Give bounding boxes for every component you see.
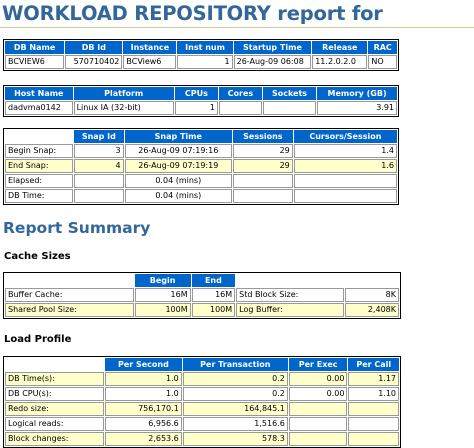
- table-row: [5, 144, 397, 158]
- table-row: [5, 101, 397, 115]
- begin-cell: 100M: [135, 303, 191, 317]
- cores-header: Cores: [219, 87, 262, 100]
- cache-sizes-heading: Cache Sizes: [4, 251, 71, 262]
- per-exec-header: Per Exec: [289, 358, 348, 371]
- blank-header: [236, 274, 344, 287]
- snap-id-cell: [74, 189, 124, 203]
- db-name-header: DB Name: [5, 41, 64, 54]
- load-profile-table: [3, 356, 401, 448]
- per-second-cell: 1.0: [105, 387, 182, 401]
- blank-header: [5, 274, 134, 287]
- table-row: [5, 387, 399, 401]
- per-exec-cell: [289, 417, 348, 431]
- snap-time-cell: 26-Aug-09 07:19:19: [125, 159, 232, 173]
- rac-header: RAC: [368, 41, 397, 54]
- row-label: Shared Pool Size:: [5, 303, 134, 317]
- table-row: [5, 159, 397, 173]
- row-label: Log Buffer:: [236, 303, 344, 317]
- db-id-header: DB Id: [65, 41, 122, 54]
- cpus-header: CPUs: [175, 87, 218, 100]
- host-name-header: Host Name: [5, 87, 73, 100]
- row-label: DB Time:: [5, 189, 73, 203]
- table-row: [5, 372, 399, 386]
- db-info-table: [3, 39, 399, 71]
- per-exec-cell: [289, 402, 348, 416]
- platform-header: Platform: [74, 87, 174, 100]
- cursors-cell: 1.6: [294, 159, 397, 173]
- memory-header: Memory (GB): [317, 87, 397, 100]
- per-transaction-cell: 578.3: [183, 432, 288, 446]
- sessions-cell: 29: [233, 144, 293, 158]
- per-second-cell: 2,653.6: [105, 432, 182, 446]
- host-info-table: [3, 85, 399, 117]
- per-second-cell: 756,170.1: [105, 402, 182, 416]
- rac-cell: NO: [368, 55, 397, 69]
- per-call-cell: 1.17: [348, 372, 399, 386]
- sessions-cell: [233, 174, 293, 188]
- snap-time-cell: 26-Aug-09 07:19:16: [125, 144, 232, 158]
- startup-time-cell: 26-Aug-09 06:08: [234, 55, 312, 69]
- startup-time-header: Startup Time: [234, 41, 312, 54]
- snap-id-cell: 4: [74, 159, 124, 173]
- value-cell: 8K: [345, 288, 399, 302]
- table-row: [5, 402, 399, 416]
- snap-id-cell: [74, 174, 124, 188]
- begin-header: Begin: [135, 274, 191, 287]
- table-row: [5, 288, 399, 302]
- per-transaction-cell: 1,516.6: [183, 417, 288, 431]
- per-exec-cell: 0.00: [289, 372, 348, 386]
- end-cell: 16M: [192, 288, 236, 302]
- cpus-cell: 1: [175, 101, 218, 115]
- instance-header: Instance: [123, 41, 176, 54]
- inst-num-header: Inst num: [177, 41, 232, 54]
- snap-time-header: Snap Time: [125, 130, 232, 143]
- row-label: Elapsed:: [5, 174, 73, 188]
- cursors-cell: [294, 189, 397, 203]
- per-call-cell: [348, 417, 399, 431]
- memory-cell: 3.91: [317, 101, 397, 115]
- cursors-cell: [294, 174, 397, 188]
- sessions-cell: 29: [233, 159, 293, 173]
- end-cell: 100M: [192, 303, 236, 317]
- inst-num-cell: 1: [177, 55, 232, 69]
- per-call-cell: 1.10: [348, 387, 399, 401]
- sessions-header: Sessions: [233, 130, 293, 143]
- row-label: DB CPU(s):: [5, 387, 104, 401]
- row-label: End Snap:: [5, 159, 73, 173]
- snap-time-cell: 0.04 (mins): [125, 174, 232, 188]
- snap-id-header: Snap Id: [74, 130, 124, 143]
- table-row: [5, 174, 397, 188]
- cursors-cell: 1.4: [294, 144, 397, 158]
- title-divider: [0, 27, 474, 28]
- snap-id-cell: 3: [74, 144, 124, 158]
- cache-sizes-table: [3, 272, 401, 319]
- per-transaction-cell: 0.2: [183, 372, 288, 386]
- host-name-cell: dadvma0142: [5, 101, 73, 115]
- per-second-cell: 1.0: [105, 372, 182, 386]
- platform-cell: Linux IA (32-bit): [74, 101, 174, 115]
- cores-cell: [219, 101, 262, 115]
- per-transaction-cell: 164,845.1: [183, 402, 288, 416]
- per-transaction-cell: 0.2: [183, 387, 288, 401]
- instance-cell: BCView6: [123, 55, 176, 69]
- row-label: Std Block Size:: [236, 288, 344, 302]
- blank-header: [5, 358, 104, 371]
- snap-time-cell: 0.04 (mins): [125, 189, 232, 203]
- sessions-cell: [233, 189, 293, 203]
- end-header: End: [192, 274, 236, 287]
- sockets-cell: [263, 101, 316, 115]
- db-id-cell: 570710402: [65, 55, 122, 69]
- per-second-header: Per Second: [105, 358, 182, 371]
- table-row: [5, 303, 399, 317]
- load-profile-heading: Load Profile: [4, 334, 72, 345]
- release-cell: 11.2.0.2.0: [312, 55, 367, 69]
- row-label: Buffer Cache:: [5, 288, 134, 302]
- blank-header: [345, 274, 399, 287]
- sockets-header: Sockets: [263, 87, 316, 100]
- db-name-cell: BCVIEW6: [5, 55, 64, 69]
- table-row: [5, 55, 397, 69]
- per-call-cell: [348, 402, 399, 416]
- row-label: DB Time(s):: [5, 372, 104, 386]
- value-cell: 2,408K: [345, 303, 399, 317]
- per-transaction-header: Per Transaction: [183, 358, 288, 371]
- per-exec-cell: 0.00: [289, 387, 348, 401]
- snapshot-table: [3, 128, 399, 205]
- table-row: [5, 417, 399, 431]
- per-second-cell: 6,956.6: [105, 417, 182, 431]
- report-title: WORKLOAD REPOSITORY report for: [2, 2, 383, 25]
- per-call-header: Per Call: [348, 358, 399, 371]
- row-label: Logical reads:: [5, 417, 104, 431]
- row-label: Redo size:: [5, 402, 104, 416]
- cursors-session-header: Cursors/Session: [294, 130, 397, 143]
- table-row: [5, 189, 397, 203]
- release-header: Release: [312, 41, 367, 54]
- row-label: Begin Snap:: [5, 144, 73, 158]
- begin-cell: 16M: [135, 288, 191, 302]
- row-label: Block changes:: [5, 432, 104, 446]
- report-summary-heading: Report Summary: [3, 219, 151, 237]
- blank-header: [5, 130, 73, 143]
